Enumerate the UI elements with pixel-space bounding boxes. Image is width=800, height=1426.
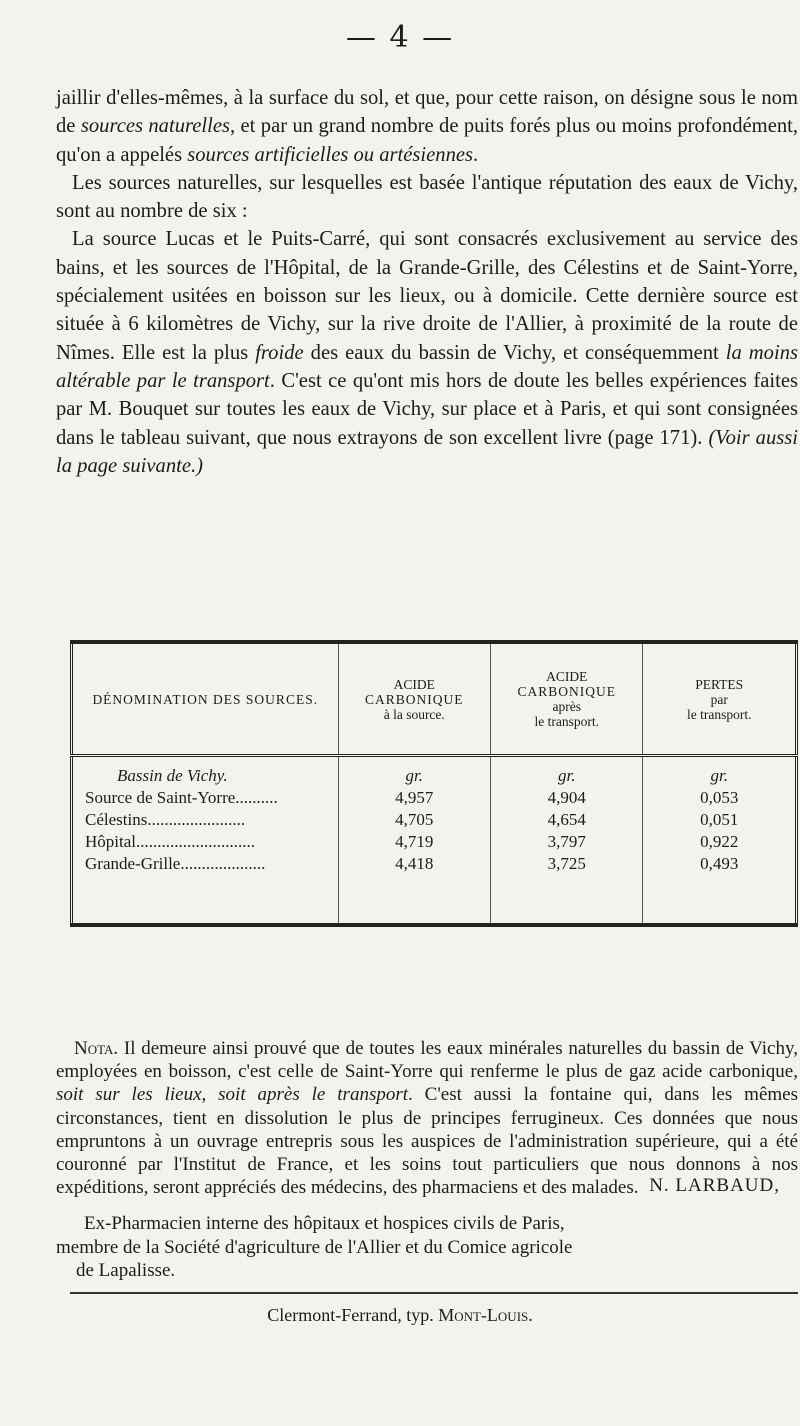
- nota-paragraph: Nota. Il demeure ainsi prouvé que de toutes les eaux minérales naturelles du bassin de Vichy, employées en boisson, c'est celle de Saint-Yorre qui renferme le plus de gaz acide carbonique, soit sur les lieux, soit après le transport. C'est aussi la fontaine qui, dans les mêmes circonstances, tient en dissolution le plus de principes ferrugineux. Ces données que nous empruntons à un ouvrage entrepris sous les auspices de l'administration supérieure, qui a été couronné par l'Institut de France, et les soins tout particuliers que nous donnons à nos expéditions, seront appréciés des médecins, des pharmaciens et des malades.: [56, 1038, 798, 1199]
- author-signature: N. LARBAUD,: [649, 1175, 780, 1196]
- loss-value: 0,051: [643, 809, 797, 831]
- page-number: — 4 —: [345, 20, 455, 55]
- acid-at-source-value: 4,957: [338, 787, 490, 809]
- sources-table: [70, 640, 798, 927]
- unit-label: gr.: [338, 756, 490, 788]
- table-group-row: [72, 756, 797, 788]
- source-name: Grande-Grille....................: [72, 853, 339, 925]
- paragraph-3: La source Lucas et le Puits-Carré, qui sont consacrés exclusivement au service des bains, et les sources de l'Hôpital, de la Grande-Grille, des Célestins et de Saint-Yorre, spécialement usitées en boisson sur les lieux, ou à domicile. Cette dernière source est située à 6 kilomètres de Vichy, sur la rive droite de l'Allier, à proximité de la route de Nîmes. Elle est la plus froide des eaux du bassin de Vichy, et conséquemment la moins altérable par le transport. C'est ce qu'ont mis hors de doute les belles expériences faites par M. Bouquet sur toutes les eaux de Vichy, sur place et à Paris, et qui sont consignées dans le tableau suivant, que nous extrayons de son excellent livre (page 171). (Voir aussi la page suivante.): [56, 228, 799, 477]
- loss-value: 0,922: [643, 831, 797, 853]
- loss-value: 0,053: [643, 787, 797, 809]
- acid-at-source-value: 4,418: [338, 853, 490, 925]
- header-source-name: DÉNOMINATION DES SOURCES.: [72, 642, 339, 756]
- paragraph-2: Les sources naturelles, sur lesquelles est basée l'antique réputation des eaux de Vichy, sont au nombre de six :: [56, 171, 798, 223]
- body-text: [56, 84, 798, 480]
- acid-after-value: 3,797: [490, 831, 642, 853]
- paragraph-1: jaillir d'elles-mêmes, à la surface du sol, et que, pour cette raison, on désigne sous le nom de sources naturelles, et par un grand nombre de puits forés plus ou moins profondément, qu'on a appelés sources artificielles ou artésiennes.: [56, 87, 799, 166]
- table-header-row: [72, 642, 797, 756]
- printer-imprint: Clermont-Ferrand, typ. Mont-Louis.: [267, 1305, 533, 1325]
- divider: [70, 1292, 798, 1294]
- table-row: [72, 787, 797, 809]
- acid-after-value: 3,725: [490, 853, 642, 925]
- loss-value: 0,493: [643, 853, 797, 925]
- table-row: [72, 853, 797, 925]
- acid-after-value: 4,904: [490, 787, 642, 809]
- table-row: [72, 831, 797, 853]
- source-name: Célestins.......................: [72, 809, 339, 831]
- source-name: Source de Saint-Yorre..........: [72, 787, 339, 809]
- header-acid-after-transport: ACIDE CARBONIQUE après le transport.: [490, 642, 642, 756]
- acid-at-source-value: 4,719: [338, 831, 490, 853]
- acid-after-value: 4,654: [490, 809, 642, 831]
- unit-label: gr.: [643, 756, 797, 788]
- source-name: Hôpital............................: [72, 831, 339, 853]
- table-row: [72, 809, 797, 831]
- unit-label: gr.: [490, 756, 642, 788]
- author-title: Ex-Pharmacien interne des hôpitaux et hospices civils de Paris, membre de la Société d'agriculture de l'Allier et du Comice agricole de Lapalisse.: [56, 1213, 573, 1281]
- group-title: Bassin de Vichy.: [117, 766, 228, 785]
- nota-label: Nota.: [74, 1038, 119, 1059]
- header-losses: PERTES par le transport.: [643, 642, 797, 756]
- header-acid-at-source: ACIDE CARBONIQUE à la source.: [338, 642, 490, 756]
- acid-at-source-value: 4,705: [338, 809, 490, 831]
